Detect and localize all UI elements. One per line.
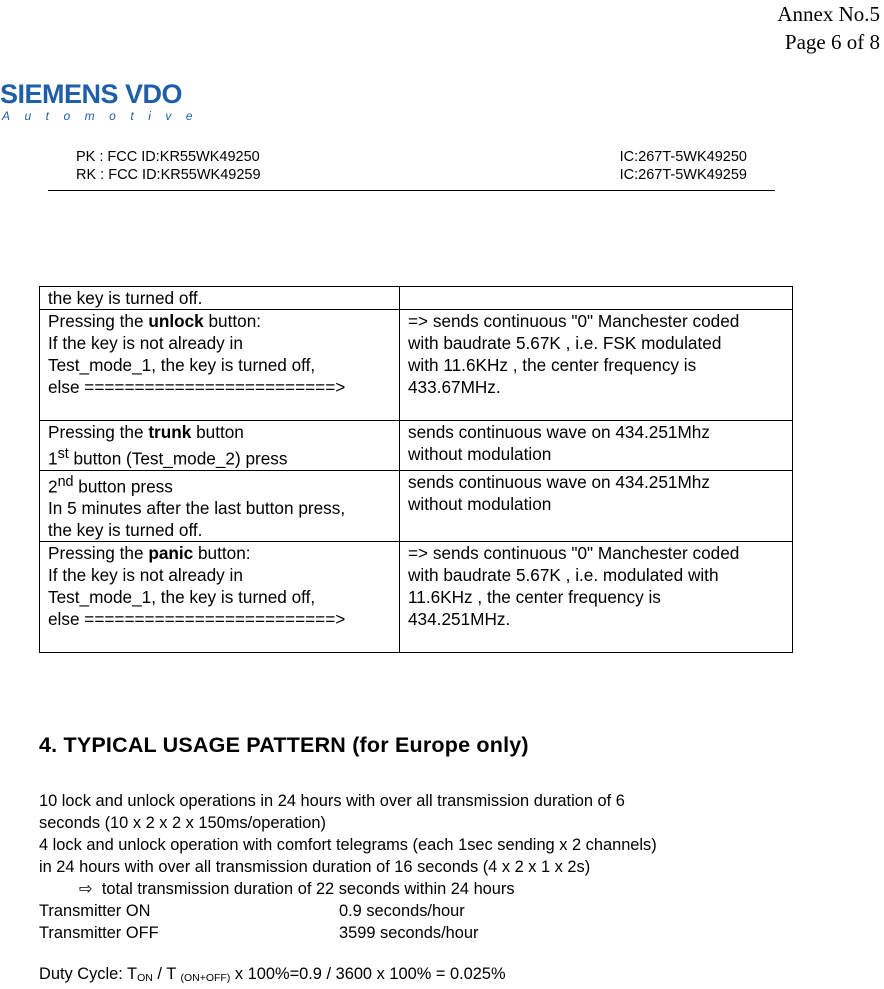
table-cell: Pressing the unlock button: If the key is not already in Test_mode_1, the key is turned off, else =========================> (40, 310, 400, 421)
table-cell: => sends continuous "0" Manchester coded with baudrate 5.67K , i.e. FSK modulated with 11.6KHz , the center frequency is 433.67MHz. (400, 310, 793, 421)
table-cell: the key is turned off. (40, 287, 400, 310)
usage-line: in 24 hours with over all transmission duration of 16 seconds (4 x 2 x 1 x 2s) (39, 858, 591, 876)
usage-pattern-text (39, 790, 859, 944)
test-mode-table (39, 286, 793, 653)
fcc-row-rk: RK : FCC ID:KR55WK49259 IC:267T-5WK49259 (76, 167, 747, 183)
logo-subtitle: Automotive (2, 109, 208, 123)
table-cell: sends continuous wave on 434.251Mhz without modulation (400, 421, 793, 471)
table-row (40, 310, 793, 421)
usage-line: 4 lock and unlock operation with comfort telegrams (each 1sec sending x 2 channels) (39, 836, 657, 854)
fcc-row-pk: PK : FCC ID:KR55WK49250 IC:267T-5WK49250 (76, 149, 747, 165)
table-cell: 2nd button press In 5 minutes after the last button press, the key is turned off. (40, 470, 400, 542)
usage-line: seconds (10 x 2 x 2 x 150ms/operation) (39, 814, 326, 832)
siemens-vdo-logo (0, 80, 207, 123)
table-cell: Pressing the panic button: If the key is not already in Test_mode_1, the key is turned off, else =========================> (40, 542, 400, 653)
table-row (40, 287, 793, 310)
table-row (40, 542, 793, 653)
transmitter-on-row: Transmitter ON 0.9 seconds/hour (39, 902, 465, 920)
duty-cycle-formula: Duty Cycle: $T_{ON}$ / T $_{(ON+OFF)}$ x 100%=0.9 / 3600 x 100% = 0.025% (39, 965, 506, 984)
usage-line: 10 lock and unlock operations in 24 hours with over all transmission duration of 6 (39, 792, 625, 810)
table-cell (400, 287, 793, 310)
arrow-right-icon: ⇨ (79, 880, 93, 898)
table-row (40, 470, 793, 542)
section-heading: 4. TYPICAL USAGE PATTERN (for Europe only) (39, 733, 529, 757)
table-cell: => sends continuous "0" Manchester coded with baudrate 5.67K , i.e. modulated with 11.6KHz , the center frequency is 434.251MHz. (400, 542, 793, 653)
table-cell: Pressing the trunk button 1st button (Test_mode_2) press (40, 421, 400, 471)
transmitter-off-row: Transmitter OFF 3599 seconds/hour (39, 924, 479, 942)
fcc-id-block (48, 148, 775, 191)
page-number: Page 6 of 8 (784, 30, 880, 54)
annex-number: Annex No.5 (777, 2, 880, 26)
logo-wordmark: SIEMENS VDO (0, 79, 183, 109)
table-row (40, 421, 793, 471)
table-cell: sends continuous wave on 434.251Mhz without modulation (400, 470, 793, 542)
annex-header (777, 0, 880, 56)
usage-total-line: ⇨ total transmission duration of 22 seconds within 24 hours (79, 880, 515, 898)
